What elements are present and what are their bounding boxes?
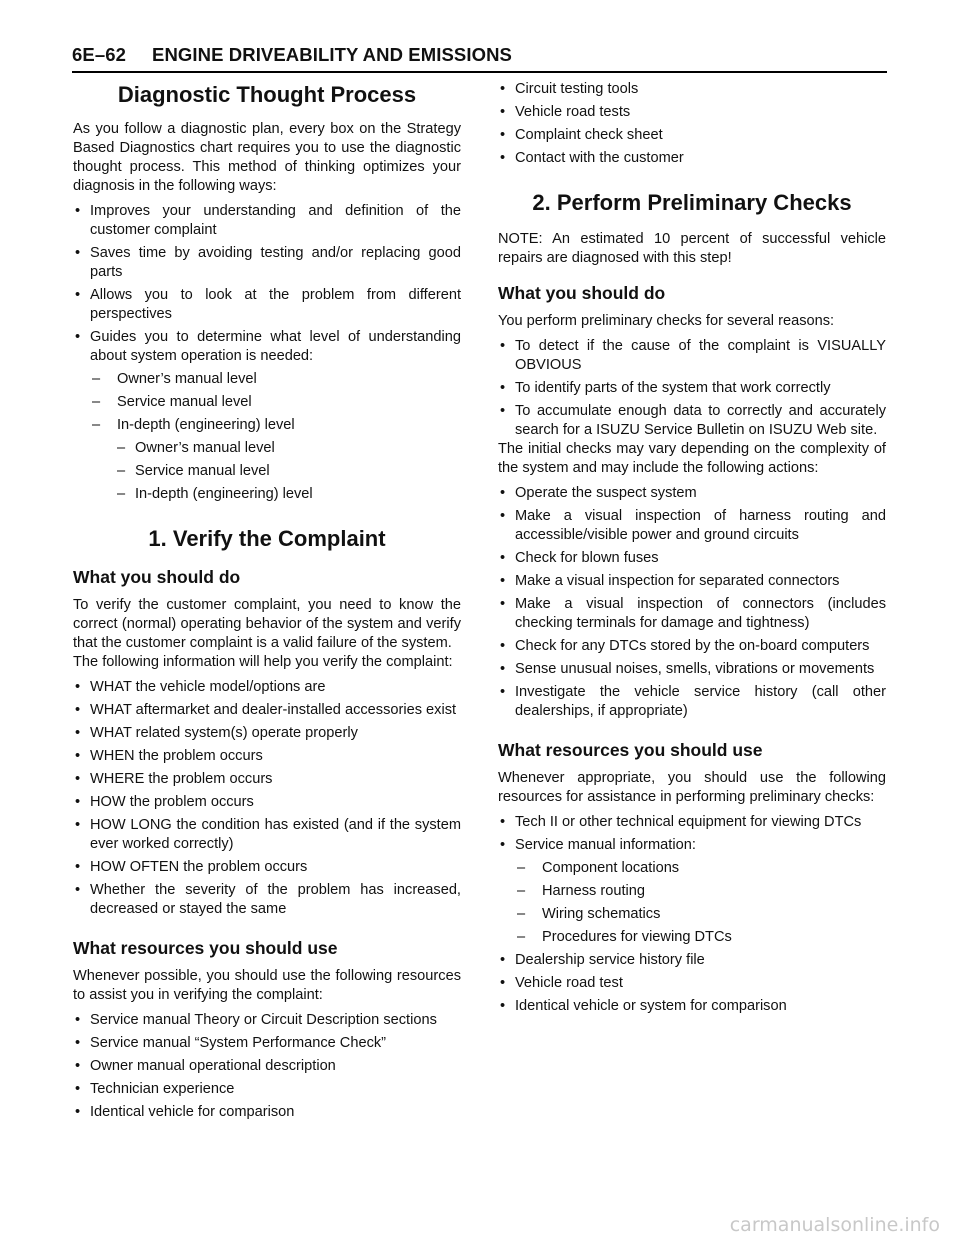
resources-bullet-list	[73, 1011, 461, 1122]
what-you-should-do-heading: What you should do	[73, 567, 241, 587]
checks-bullet-list	[498, 484, 886, 721]
list-item: • Allows you to look at the problem from different perspectives	[73, 286, 461, 324]
watermark: carmanualsonline.info	[729, 1214, 940, 1236]
list-item: – Owner’s manual level	[73, 439, 461, 458]
list-item: • To detect if the cause of the complaint is VISUALLY OBVIOUS	[498, 337, 886, 375]
resources-paragraph: Whenever possible, you should use the following resources to assist you in verifying the complaint:	[73, 968, 461, 1003]
list-item: – Owner’s manual level	[73, 370, 461, 389]
list-item: • Identical vehicle or system for comparison	[498, 997, 886, 1016]
checks-paragraph: The initial checks may vary depending on the complexity of the system and may include the following actions:	[498, 441, 886, 476]
list-item: • Make a visual inspection of connectors (includes checking terminals for damage and tightness)	[498, 595, 886, 633]
list-item: – Wiring schematics	[498, 905, 886, 924]
list-item: • HOW OFTEN the problem occurs	[73, 858, 461, 877]
list-item: • To identify parts of the system that work correctly	[498, 379, 886, 398]
list-item: • Operate the suspect system	[498, 484, 886, 503]
page-header	[72, 44, 887, 73]
reasons-bullet-list	[498, 337, 886, 440]
intro-paragraph: As you follow a diagnostic plan, every box on the Strategy Based Diagnostics chart requires you to use the diagnostic thought process. This method of thinking optimizes your diagnosis in the following ways:	[73, 121, 461, 194]
list-item: • Vehicle road test	[498, 974, 886, 993]
list-item: • Make a visual inspection of harness routing and accessible/visible power and ground circuits	[498, 507, 886, 545]
list-item: • Sense unusual noises, smells, vibrations or movements	[498, 660, 886, 679]
list-item: • WHAT the vehicle model/options are	[73, 678, 461, 697]
right-column	[498, 80, 886, 1020]
verify-bullet-list	[73, 678, 461, 919]
list-item: • Service manual Theory or Circuit Description sections	[73, 1011, 461, 1030]
what-you-should-do-heading: What you should do	[498, 283, 666, 303]
resources-heading: What resources you should use	[73, 938, 338, 958]
reasons-paragraph: You perform preliminary checks for several reasons:	[498, 313, 835, 329]
list-item: • To accumulate enough data to correctly and accurately search for a ISUZU Service Bulletin on ISUZU Web site.	[498, 402, 886, 440]
list-item: • Investigate the vehicle service history (call other dealerships, if appropriate)	[498, 683, 886, 721]
list-item: • Identical vehicle for comparison	[73, 1103, 461, 1122]
top-bullet-list	[498, 80, 886, 168]
list-item: • HOW the problem occurs	[73, 793, 461, 812]
verify-paragraph: To verify the customer complaint, you need to know the correct (normal) operating behavior of the system and verify that the customer complaint is a valid failure of the system.	[73, 597, 461, 651]
resources-paragraph: Whenever appropriate, you should use the following resources for assistance in performing preliminary checks:	[498, 770, 886, 805]
list-item: • HOW LONG the condition has existed (and if the system ever worked correctly)	[73, 816, 461, 854]
note-paragraph: NOTE: An estimated 10 percent of successful vehicle repairs are diagnosed with this step!	[498, 231, 886, 266]
resources-heading: What resources you should use	[498, 740, 763, 760]
list-item: – Procedures for viewing DTCs	[498, 928, 886, 947]
list-item: – Harness routing	[498, 882, 886, 901]
list-item: – In-depth (engineering) level	[73, 485, 461, 504]
list-item: • WHEN the problem occurs	[73, 747, 461, 766]
list-item: • Complaint check sheet	[498, 126, 886, 145]
list-item: • WHERE the problem occurs	[73, 770, 461, 789]
list-item: • Circuit testing tools	[498, 80, 886, 99]
list-item: • Check for blown fuses	[498, 549, 886, 568]
page-number: 6E–62	[72, 44, 126, 65]
main-heading: Diagnostic Thought Process	[117, 82, 417, 107]
list-item: – Component locations	[498, 859, 886, 878]
section-2-heading: 2. Perform Preliminary Checks	[532, 190, 852, 215]
intro-bullet-list	[73, 202, 461, 504]
list-item: • Whether the severity of the problem has increased, decreased or stayed the same	[73, 881, 461, 919]
section-1-heading: 1. Verify the Complaint	[148, 526, 386, 551]
list-item: • Owner manual operational description	[73, 1057, 461, 1076]
list-item: • Contact with the customer	[498, 149, 886, 168]
verify-info-paragraph: The following information will help you verify the complaint:	[73, 654, 453, 670]
list-item: • WHAT aftermarket and dealer-installed accessories exist	[73, 701, 461, 720]
list-item: • Improves your understanding and definition of the customer complaint	[73, 202, 461, 240]
list-item: • Dealership service history file	[498, 951, 886, 970]
list-item: – Service manual level	[73, 393, 461, 412]
list-item: • Guides you to determine what level of understanding about system operation is needed:	[73, 328, 461, 366]
list-item: • Technician experience	[73, 1080, 461, 1099]
list-item: – Service manual level	[73, 462, 461, 481]
list-item: • Vehicle road tests	[498, 103, 886, 122]
list-item: • WHAT related system(s) operate properly	[73, 724, 461, 743]
list-item: – In-depth (engineering) level	[73, 416, 461, 435]
list-item: • Saves time by avoiding testing and/or replacing good parts	[73, 244, 461, 282]
list-item: • Tech II or other technical equipment for viewing DTCs	[498, 813, 886, 832]
list-item: • Service manual “System Performance Check”	[73, 1034, 461, 1053]
list-item: • Service manual information:	[498, 836, 886, 855]
resources-bullet-list	[498, 813, 886, 1016]
list-item: • Check for any DTCs stored by the on-board computers	[498, 637, 886, 656]
left-column	[73, 78, 461, 1126]
list-item: • Make a visual inspection for separated connectors	[498, 572, 886, 591]
chapter-title: ENGINE DRIVEABILITY AND EMISSIONS	[152, 44, 512, 65]
